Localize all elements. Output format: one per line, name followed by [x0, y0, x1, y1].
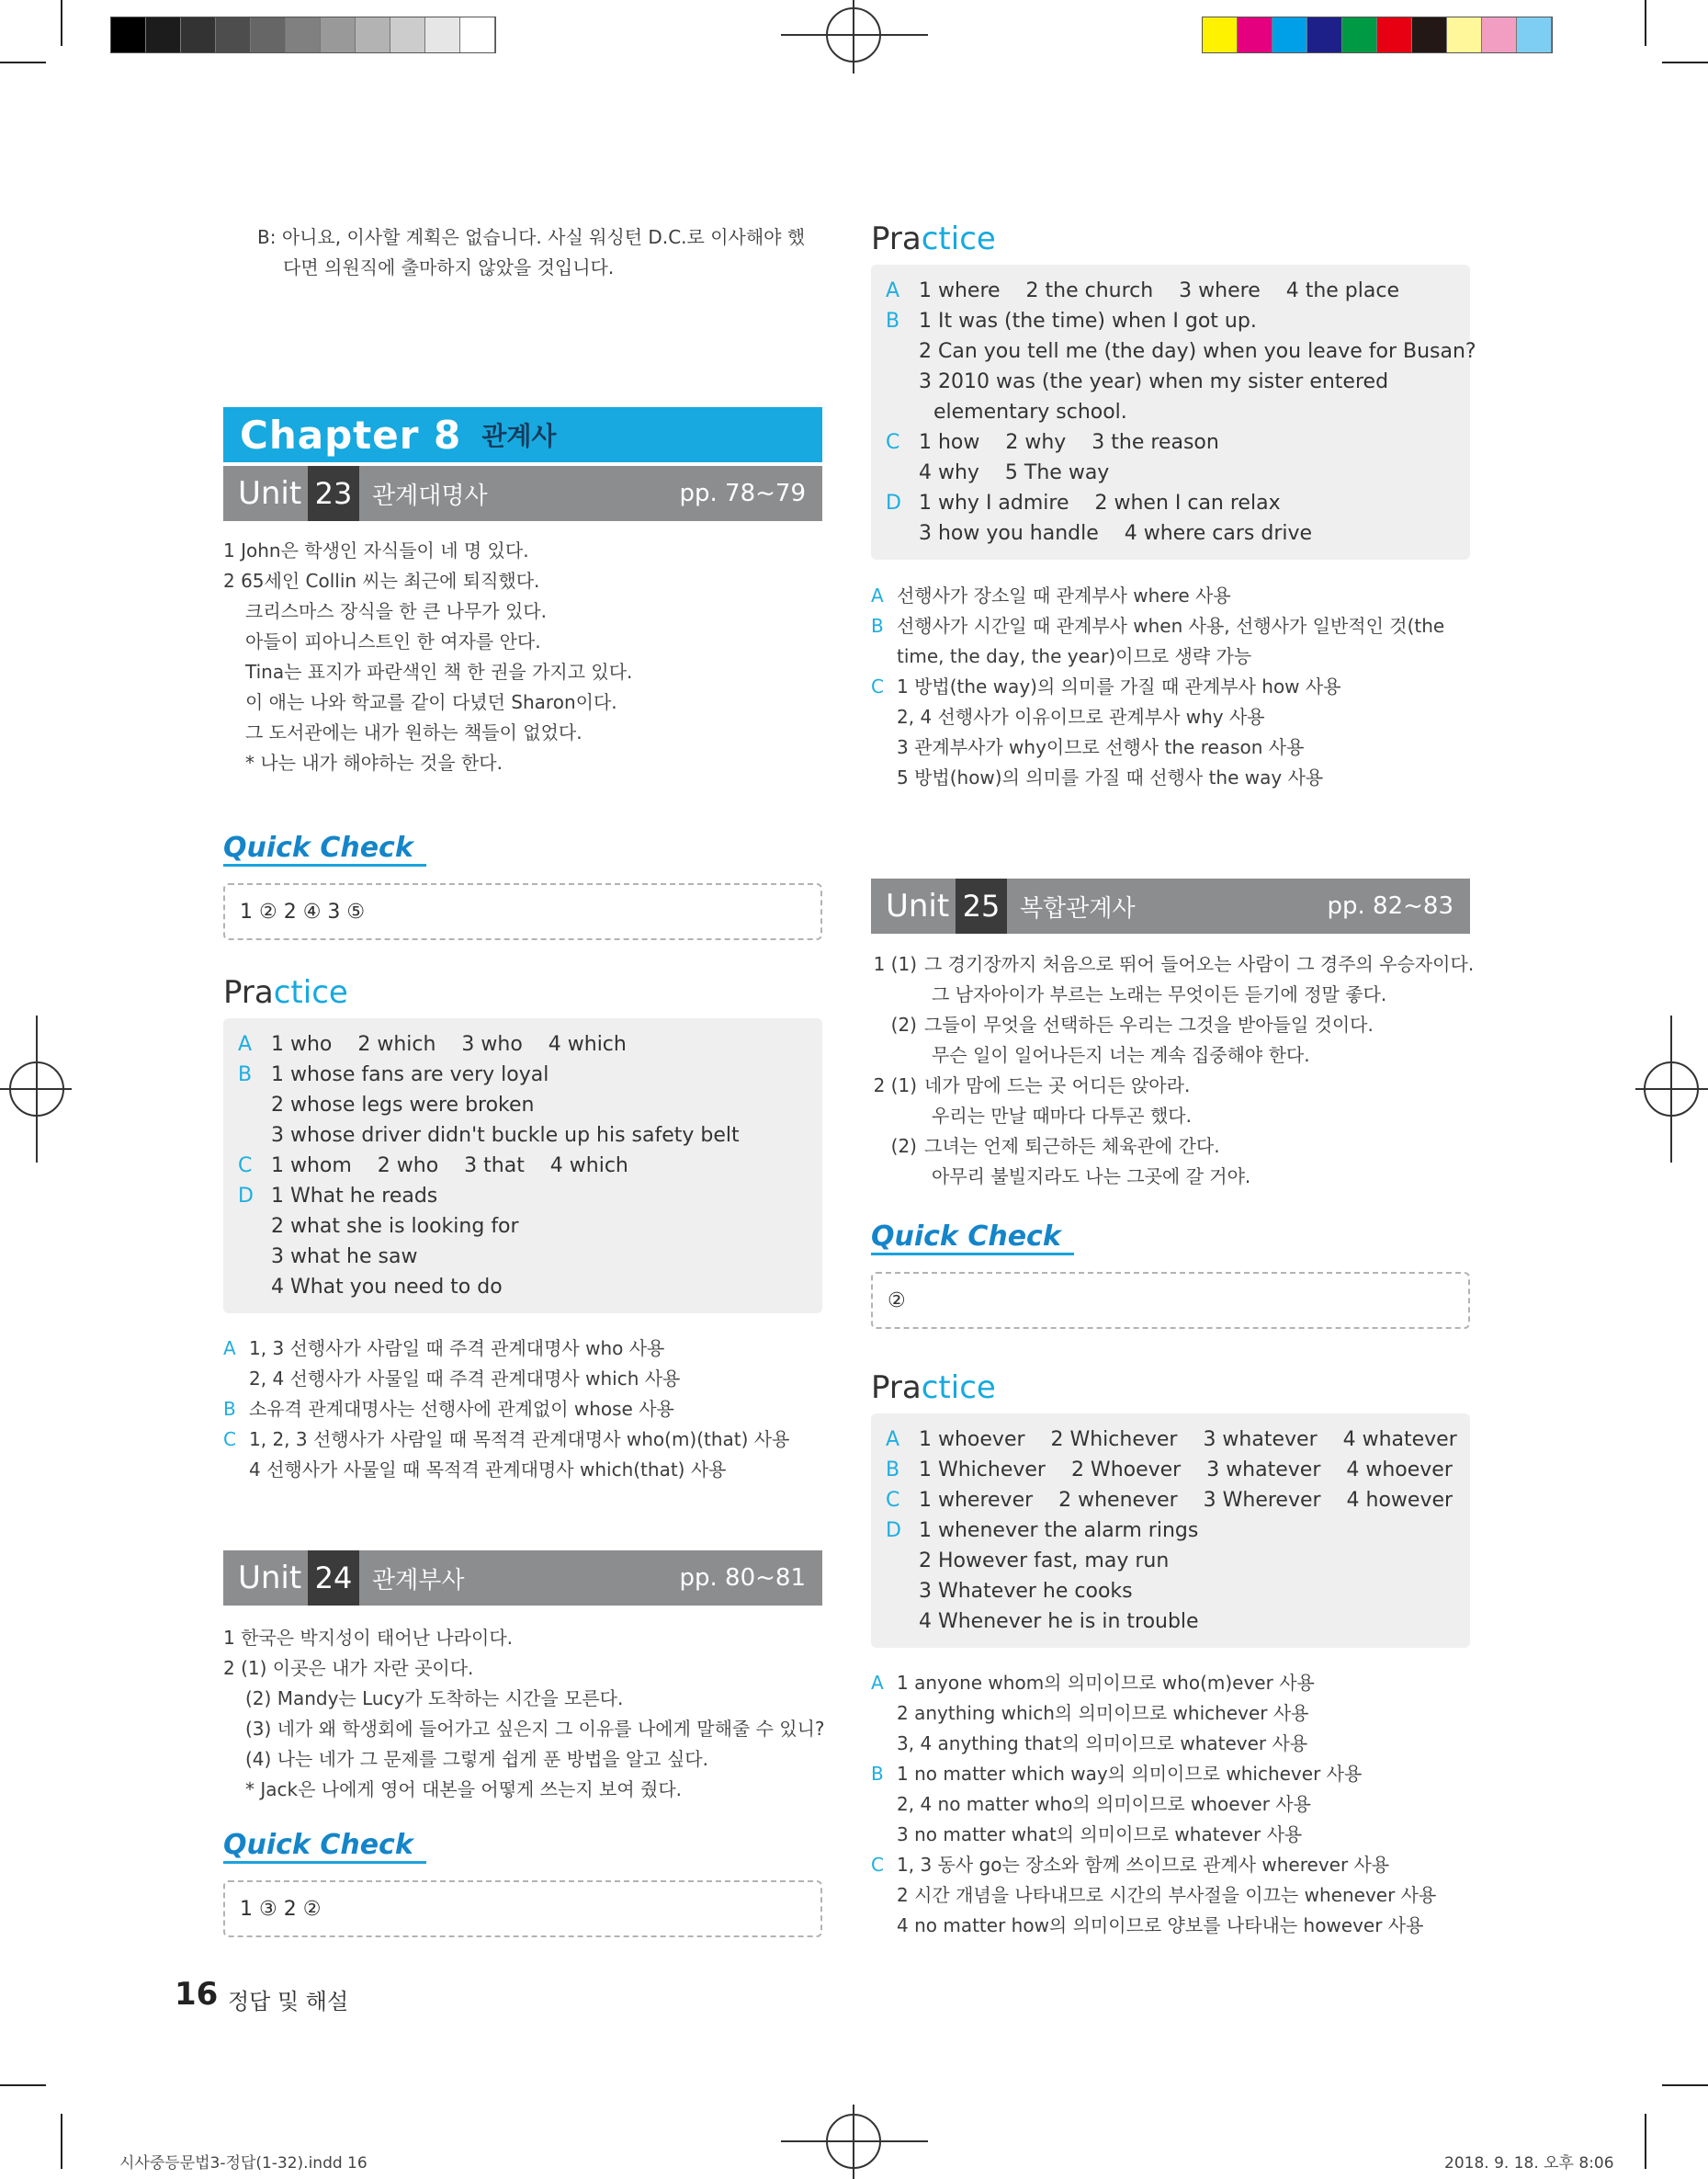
line-prefix: (2): [890, 1135, 917, 1157]
unit-label: Unit: [886, 888, 950, 925]
translation-line: 1 John은 학생인 자식들이 네 명 있다.: [223, 539, 529, 562]
quick-check-answers: 1 ② 2 ④ 3 ⑤: [223, 883, 822, 940]
section-letter: D: [238, 1185, 254, 1208]
practice-title: [871, 221, 1470, 257]
unit-24-practice: [871, 221, 1476, 560]
color-swatch: [321, 17, 356, 52]
crop-mark: [1662, 2084, 1708, 2086]
color-swatch: [1342, 17, 1377, 52]
unit-24-translations: [223, 1623, 825, 1805]
crop-mark: [0, 62, 46, 63]
unit-title: 관계대명사: [372, 482, 488, 510]
practice-title-a: Pra: [223, 974, 274, 1011]
color-swatch: [1412, 17, 1447, 52]
practice-title: [223, 974, 822, 1011]
file-slug: 시사중등문법3-정답(1-32).indd 16: [119, 2154, 368, 2173]
practice-line: [238, 1029, 808, 1060]
note-line: [223, 1455, 822, 1485]
section-letter: D: [886, 492, 901, 515]
line-text: 1 whose fans are very loyal: [271, 1063, 549, 1086]
line-text: 선행사가 장소일 때 관계부사 where 사용: [897, 584, 1231, 607]
practice-title-b: ctice: [921, 1369, 996, 1406]
note-line: [871, 1880, 1470, 1911]
practice-line: [238, 1211, 808, 1242]
color-swatch: [1203, 17, 1238, 52]
note-line: [871, 1789, 1470, 1820]
line-text: 3 2010 was (the year) when my sister entered: [919, 370, 1389, 393]
line-text: 4 Whenever he is in trouble: [919, 1610, 1199, 1633]
quick-check-title: Quick Check: [871, 1220, 1074, 1255]
line-text: 1 wherever 2 whenever 3 Wherever 4 however: [919, 1489, 1453, 1512]
practice-title-a: Pra: [871, 1369, 922, 1406]
line-text: 1 who 2 which 3 who 4 which: [271, 1033, 627, 1056]
line-text: 1 It was (the time) when I got up.: [919, 310, 1257, 333]
unit-pages: pp. 78~79: [679, 480, 806, 507]
translation-line: [871, 1040, 1470, 1071]
line-text: 네가 맘에 드는 곳 어디든 앉아라.: [924, 1074, 1191, 1096]
color-swatch: [216, 17, 251, 52]
unit-25-header: [871, 879, 1470, 934]
practice-line: [886, 458, 1455, 488]
color-swatch: [1307, 17, 1342, 52]
unit-label: Unit: [238, 1560, 302, 1596]
line-text: 1, 2, 3 선행사가 사람일 때 목적격 관계대명사 who(m)(that) 사용: [249, 1428, 790, 1450]
unit-title: 복합관계사: [1020, 894, 1136, 923]
unit-23-translations: [223, 536, 822, 778]
practice-line: [886, 336, 1476, 367]
section-letter: B: [238, 1063, 253, 1086]
line-text: 1 whenever the alarm rings: [919, 1519, 1199, 1542]
line-text: 4 why 5 The way: [919, 461, 1110, 484]
color-swatch: [1377, 17, 1412, 52]
color-swatch: [390, 17, 425, 52]
chapter-label: Chapter 8: [240, 412, 462, 458]
practice-line: [886, 427, 1455, 458]
note-line: [871, 702, 1470, 732]
practice-line: [886, 1424, 1455, 1455]
practice-line: [886, 367, 1455, 397]
section-letter: A: [238, 1033, 253, 1056]
line-text: 4 no matter how의 의미이므로 양보를 나타내는 however 사용: [897, 1914, 1424, 1936]
translation-line: 1 한국은 박지성이 태어난 나라이다.: [223, 1627, 513, 1649]
practice-line: [886, 488, 1455, 518]
unit-label: Unit: [238, 475, 302, 512]
line-text: 1, 3 동사 go는 장소와 함께 쓰이므로 관계사 wherever 사용: [897, 1854, 1390, 1876]
crop-mark: [1645, 0, 1646, 46]
practice-line: [886, 1515, 1455, 1546]
unit-24-header: [223, 1550, 822, 1606]
chapter-title: 관계사: [481, 421, 557, 451]
practice-answers: [871, 265, 1476, 560]
section-letter: A: [886, 279, 900, 302]
note-line: [871, 581, 1470, 611]
quick-check-answers: ②: [871, 1272, 1470, 1329]
section-letter: D: [886, 1519, 901, 1542]
quick-check-title: Quick Check: [223, 832, 426, 867]
section-letter: C: [871, 1854, 884, 1876]
line-text: 3 no matter what의 의미이므로 whatever 사용: [897, 1823, 1303, 1845]
note-line: [871, 1729, 1470, 1759]
intro-dialogue: [257, 222, 827, 283]
line-prefix: 2 (1): [873, 1074, 917, 1096]
unit-number: 24: [308, 1550, 359, 1606]
line-text: 아무리 불빌지라도 나는 그곳에 갈 거야.: [932, 1165, 1251, 1187]
line-text: 2 Can you tell me (the day) when you leave for Busan?: [919, 340, 1476, 363]
section-letter: A: [223, 1337, 236, 1359]
chapter-header: [223, 407, 822, 521]
crop-mark: [61, 0, 62, 46]
line-text: 2, 4 선행사가 이유이므로 관계부사 why 사용: [897, 706, 1265, 728]
line-text: 3 whose driver didn't buckle up his safety belt: [271, 1124, 740, 1147]
line-text: 그들이 무엇을 선택하든 우리는 그것을 받아들일 것이다.: [924, 1014, 1374, 1036]
practice-line: [886, 276, 1455, 306]
section-letter: B: [871, 1763, 884, 1785]
translation-line: 이 애는 나와 학교를 같이 다녔던 Sharon이다.: [245, 691, 617, 713]
line-text: 1 anyone whom의 의미이므로 who(m)ever 사용: [897, 1672, 1315, 1694]
note-line: [223, 1424, 822, 1455]
unit-25-notes: [871, 1668, 1470, 1941]
line-text: 1 whom 2 who 3 that 4 which: [271, 1154, 628, 1177]
color-swatch: [146, 17, 181, 52]
section-letter: B: [886, 310, 900, 333]
crop-mark: [61, 2114, 62, 2169]
note-line: [871, 641, 1470, 672]
practice-line: [886, 1546, 1455, 1576]
unit-24-quick-check: [223, 1829, 822, 1937]
line-text: time, the day, the year)이므로 생략 가능: [897, 645, 1252, 667]
practice-line: [886, 1576, 1455, 1606]
translation-line: (4) 나는 네가 그 문제를 그렇게 쉽게 푼 방법을 알고 싶다.: [245, 1748, 708, 1770]
line-text: 그 남자아이가 부르는 노래는 무엇이든 듣기에 정말 좋다.: [932, 983, 1387, 1005]
translation-line: 2 (1) 이곳은 내가 자란 곳이다.: [223, 1657, 474, 1679]
practice-line: [886, 306, 1455, 336]
color-swatch: [1273, 17, 1307, 52]
practice-answers: [223, 1018, 822, 1313]
translation-line: 그 도서관에는 내가 원하는 책들이 없었다.: [245, 721, 583, 743]
unit-23-quick-check: [223, 832, 822, 940]
translation-line: [871, 949, 1475, 980]
unit-24-bar: [223, 1550, 822, 1606]
color-swatch: [1482, 17, 1517, 52]
section-letter: C: [223, 1428, 236, 1450]
line-text: 무슨 일이 일어나든지 너는 계속 집중해야 한다.: [932, 1044, 1310, 1066]
section-letter: A: [871, 1672, 884, 1694]
translation-line: [871, 1162, 1470, 1192]
line-text: 2 what she is looking for: [271, 1215, 519, 1238]
line-text: 1, 3 선행사가 사람일 때 주격 관계대명사 who 사용: [249, 1337, 665, 1359]
line-text: 3 what he saw: [271, 1245, 418, 1268]
translation-line: * Jack은 나에게 영어 대본을 어떻게 쓰는지 보여 줬다.: [245, 1778, 683, 1800]
practice-title-b: ctice: [273, 974, 348, 1011]
quick-check-answers: 1 ③ 2 ②: [223, 1880, 822, 1937]
unit-25-bar: [871, 879, 1470, 934]
line-text: 3 관계부사가 why이므로 선행사 the reason 사용: [897, 736, 1305, 758]
unit-pages: pp. 80~81: [679, 1564, 806, 1592]
note-line: [223, 1364, 822, 1394]
page-label: 정답 및 해설: [228, 1989, 349, 2014]
color-swatch: [1447, 17, 1482, 52]
line-text: 그 경기장까지 처음으로 뛰어 들어오는 사람이 그 경주의 우승자이다.: [924, 953, 1475, 975]
grayscale-color-bar: [110, 17, 496, 53]
crop-mark: [1645, 2114, 1646, 2169]
note-line: [871, 1911, 1470, 1941]
practice-line: [238, 1272, 808, 1302]
line-prefix: (2): [890, 1014, 917, 1036]
note-line: [871, 611, 1470, 641]
practice-line: [238, 1120, 808, 1151]
practice-line: [238, 1181, 808, 1211]
date-slug: 2018. 9. 18. 오후 8:06: [1444, 2154, 1614, 2173]
translation-line: 아들이 피아니스트인 한 여자를 안다.: [245, 630, 541, 653]
line-text: 선행사가 시간일 때 관계부사 when 사용, 선행사가 일반적인 것(the: [897, 615, 1445, 637]
line-text: 그녀는 언제 퇴근하든 체육관에 간다.: [924, 1135, 1220, 1157]
line-text: 3, 4 anything that의 의미이므로 whatever 사용: [897, 1732, 1308, 1754]
note-line: [223, 1394, 822, 1424]
translation-line: * 나는 내가 해야하는 것을 한다.: [245, 752, 503, 774]
line-text: 1 What he reads: [271, 1185, 438, 1208]
unit-number: 25: [956, 879, 1007, 934]
color-swatch: [1517, 17, 1552, 52]
section-letter: A: [871, 584, 884, 607]
unit-23-notes: [223, 1334, 822, 1485]
section-letter: C: [886, 1489, 900, 1512]
line-text: 1 Whichever 2 Whoever 3 whatever 4 whoever: [919, 1458, 1453, 1481]
process-color-bar: [1202, 17, 1553, 53]
translation-line: 크리스마스 장식을 한 큰 나무가 있다.: [245, 600, 547, 622]
color-swatch: [460, 17, 495, 52]
intro-line-1: B: 아니요, 이사할 계획은 없습니다. 사실 워싱턴 D.C.로 이사해야 했: [257, 226, 806, 248]
line-text: 2, 4 선행사가 사물일 때 주격 관계대명사 which 사용: [249, 1368, 681, 1390]
line-text: 1 how 2 why 3 the reason: [919, 431, 1219, 454]
line-text: 1 whoever 2 Whichever 3 whatever 4 whatever: [919, 1428, 1457, 1451]
color-swatch: [356, 17, 390, 52]
translation-line: (2) Mandy는 Lucy가 도착하는 시간을 모른다.: [245, 1687, 624, 1709]
line-text: 1 no matter which way의 의미이므로 whichever 사용: [897, 1763, 1363, 1785]
line-text: 3 how you handle 4 where cars drive: [919, 522, 1313, 545]
section-letter: C: [886, 431, 900, 454]
unit-title: 관계부사: [372, 1566, 465, 1595]
line-text: 2, 4 no matter who의 의미이므로 whoever 사용: [897, 1793, 1311, 1815]
line-text: 4 선행사가 사물일 때 목적격 관계대명사 which(that) 사용: [249, 1458, 727, 1481]
line-text: 4 What you need to do: [271, 1276, 503, 1299]
translation-line: Tina는 표지가 파란색인 책 한 권을 가지고 있다.: [245, 661, 633, 683]
section-letter: B: [871, 615, 884, 637]
color-swatch: [111, 17, 146, 52]
unit-25-practice: [871, 1369, 1470, 1648]
translation-line: [871, 980, 1470, 1010]
section-letter: C: [238, 1154, 253, 1177]
unit-23-practice: [223, 974, 822, 1313]
note-line: [871, 1698, 1470, 1729]
unit-number: 23: [308, 466, 359, 521]
practice-line: [886, 1455, 1455, 1485]
quick-check-title: Quick Check: [223, 1829, 426, 1864]
unit-23-bar: [223, 466, 822, 521]
translation-line: [871, 1131, 1470, 1162]
crop-mark: [0, 2084, 46, 2086]
section-letter: B: [223, 1398, 236, 1420]
section-letter: A: [886, 1428, 900, 1451]
line-text: 5 방법(how)의 의미를 가질 때 선행사 the way 사용: [897, 766, 1324, 789]
line-text: 1 where 2 the church 3 where 4 the place: [919, 279, 1399, 302]
practice-line: [238, 1060, 808, 1090]
line-text: 2 However fast, may run: [919, 1549, 1170, 1572]
practice-line: [886, 1606, 1455, 1637]
practice-line: [886, 1485, 1455, 1515]
color-swatch: [425, 17, 460, 52]
practice-title-a: Pra: [871, 221, 922, 257]
note-line: [223, 1334, 822, 1364]
line-text: 1 방법(the way)의 의미를 가질 때 관계부사 how 사용: [897, 675, 1341, 698]
color-swatch: [181, 17, 216, 52]
line-text: elementary school.: [933, 401, 1127, 424]
practice-title: [871, 1369, 1470, 1406]
line-text: 2 anything which의 의미이므로 whichever 사용: [897, 1702, 1309, 1724]
practice-title-b: ctice: [921, 221, 996, 257]
crop-mark: [1662, 62, 1708, 63]
line-prefix: 1 (1): [873, 953, 917, 975]
line-text: 2 whose legs were broken: [271, 1094, 535, 1117]
line-text: 소유격 관계대명사는 선행사에 관계없이 whose 사용: [249, 1398, 674, 1420]
note-line: [871, 1850, 1470, 1880]
translation-line: [871, 1010, 1470, 1040]
unit-pages: pp. 82~83: [1327, 892, 1453, 920]
note-line: [871, 672, 1470, 702]
note-line: [871, 763, 1470, 793]
practice-answers: [871, 1413, 1470, 1648]
unit-24-notes: [871, 581, 1470, 793]
page-number: 16: [175, 1976, 219, 2013]
section-letter: C: [871, 675, 884, 698]
unit-25-quick-check: [871, 1220, 1470, 1329]
line-text: 우리는 만날 때마다 다투곤 했다.: [932, 1105, 1192, 1127]
practice-line: [238, 1151, 808, 1181]
note-line: [871, 1820, 1470, 1850]
practice-line: [238, 1242, 808, 1272]
color-swatch: [1238, 17, 1273, 52]
translation-line: (3) 네가 왜 학생회에 들어가고 싶은지 그 이유를 나에게 말해줄 수 있니?: [245, 1718, 825, 1740]
note-line: [871, 1668, 1470, 1698]
practice-line: [886, 397, 1455, 427]
practice-line: [886, 518, 1455, 549]
practice-line: [238, 1090, 808, 1120]
color-swatch: [251, 17, 286, 52]
section-letter: B: [886, 1458, 900, 1481]
unit-25-translations: [871, 949, 1475, 1192]
intro-line-2: 다면 의원직에 출마하지 않았을 것입니다.: [283, 256, 615, 278]
line-text: 2 시간 개념을 나타내므로 시간의 부사절을 이끄는 whenever 사용: [897, 1884, 1437, 1906]
line-text: 1 why I admire 2 when I can relax: [919, 492, 1281, 515]
note-line: [871, 1759, 1470, 1789]
note-line: [871, 732, 1470, 763]
translation-line: [871, 1071, 1470, 1101]
translation-line: 2 65세인 Collin 씨는 최근에 퇴직했다.: [223, 570, 540, 592]
translation-line: [871, 1101, 1470, 1131]
line-text: 3 Whatever he cooks: [919, 1580, 1133, 1603]
color-swatch: [286, 17, 321, 52]
